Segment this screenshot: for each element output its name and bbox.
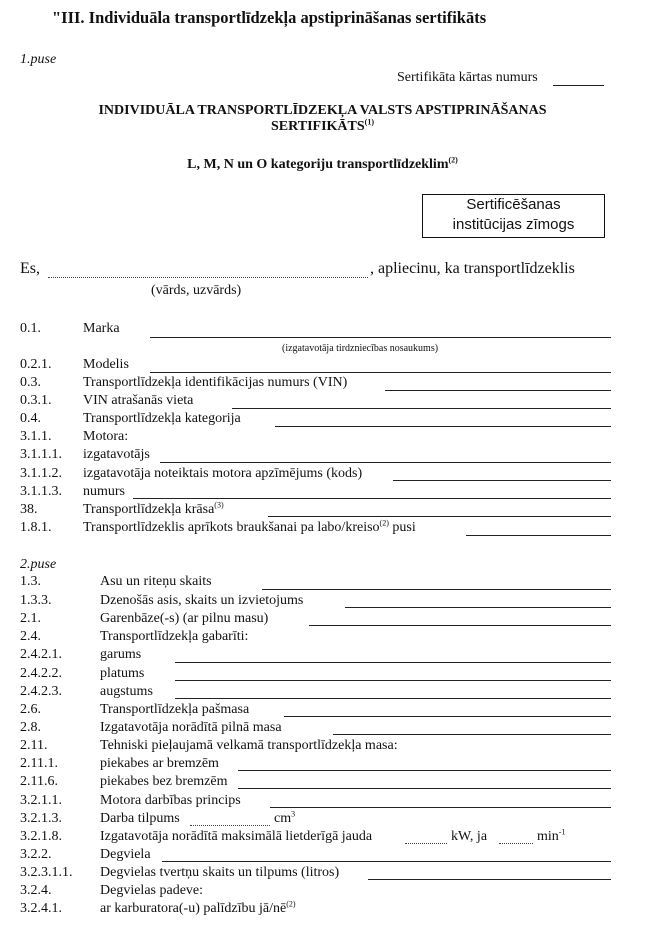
field-fuel[interactable] — [162, 861, 611, 862]
field-vin-location[interactable] — [232, 408, 611, 409]
subheading: L, M, N un O kategoriju transportlīdzeklim$^{(2)}$ — [187, 155, 458, 172]
row-label: Darba tilpums — [100, 811, 180, 826]
field-marka[interactable] — [150, 337, 611, 338]
field-max-power[interactable] — [405, 843, 447, 844]
row-num: 2.1. — [20, 611, 41, 626]
cert-number-label: Sertifikāta kārtas numurs — [397, 70, 538, 85]
row-label: Marka — [83, 321, 120, 336]
manufacturer-hint: (izgatavotāja tirdzniecības nosaukums) — [282, 343, 439, 354]
row-num: 3.2.4.1. — [20, 901, 62, 916]
row-label: izgatavotājs — [83, 447, 150, 462]
field-fuel-tanks[interactable] — [368, 879, 611, 880]
unit-kw: kW, ja — [451, 829, 488, 844]
row-num: 2.4. — [20, 629, 41, 644]
row-label: Transportlīdzekļa kategorija — [83, 411, 241, 426]
row-label: Garenbāze(-s) (ar pilnu masu) — [100, 611, 269, 626]
row-num: 3.1.1.3. — [20, 484, 62, 499]
row-label: izgatavotāja noteiktais motora apzīmējums (kods) — [83, 466, 363, 481]
row-label: VIN atrašanās vieta — [83, 393, 194, 408]
field-engine-manufacturer[interactable] — [160, 462, 611, 463]
row-label: Degviela — [100, 847, 151, 862]
row-num: 38. — [20, 502, 38, 517]
heading-line-2: SERTIFIKĀTS$^{(1)}$ — [271, 117, 374, 134]
row-num: 3.2.1.8. — [20, 829, 62, 844]
row-label: Transportlīdzekļa gabarīti: — [100, 629, 249, 644]
row-label: Transportlīdzekļa pašmasa — [100, 702, 250, 717]
field-vin[interactable] — [385, 390, 611, 391]
row-label: Transportlīdzekļa identifikācijas numurs (VIN) — [83, 375, 348, 390]
heading-line-1: INDIVIDUĀLA TRANSPORTLĪDZEKĻA VALSTS APSTIPRINĀŠANAS — [98, 103, 547, 118]
field-trailer-unbraked[interactable] — [238, 788, 611, 789]
row-num: 0.3.1. — [20, 393, 52, 408]
row-num: 2.4.2.3. — [20, 684, 62, 699]
row-num: 3.1.1.1. — [20, 447, 62, 462]
field-engine-code[interactable] — [393, 480, 611, 481]
unit-cm3: $cm^3$ — [274, 809, 296, 826]
stamp-box — [422, 194, 605, 238]
field-category[interactable] — [275, 426, 611, 427]
row-label: Motora darbības princips — [100, 793, 241, 808]
row-num: 3.2.4. — [20, 883, 52, 898]
side-2-label: 2.puse — [20, 557, 57, 572]
row-num: 0.2.1. — [20, 357, 52, 372]
field-engine-number[interactable] — [133, 498, 611, 499]
field-engine-principle[interactable] — [270, 807, 611, 808]
field-height[interactable] — [175, 698, 611, 699]
row-num: 2.11. — [20, 738, 48, 753]
row-label: Degvielas tvertņu skaits un tilpums (litros) — [100, 865, 340, 880]
unit-min: $\min^{-1}$ — [537, 827, 566, 844]
row-num: 1.3. — [20, 574, 41, 589]
row-label: garums — [100, 647, 142, 662]
row-num: 2.8. — [20, 720, 41, 735]
row-label: Izgatavotāja norādītā maksimālā lietderīgā jauda — [100, 829, 373, 844]
row-label: Tehniski pieļaujamā velkamā transportlīdzekļa masa: — [100, 738, 398, 753]
certify-text: , apliecinu, ka transportlīdzeklis — [370, 260, 575, 277]
row-label: augstums — [100, 684, 153, 699]
row-num: 0.3. — [20, 375, 41, 390]
row-num: 3.2.1.3. — [20, 811, 62, 826]
field-modelis[interactable] — [150, 372, 611, 373]
row-num: 2.4.2.1. — [20, 647, 62, 662]
row-num: 3.2.3.1.1. — [20, 865, 73, 880]
row-num: 0.4. — [20, 411, 41, 426]
field-color[interactable] — [268, 516, 611, 517]
row-label: ar karburatora(-u) palīdzību $jā/nē^{(2)}$ — [100, 899, 296, 916]
stamp-line-2: institūcijas zīmogs — [452, 216, 575, 233]
field-rpm[interactable] — [499, 843, 533, 844]
row-label: Transportlīdzekļa krāsa$^{(3)}$ — [83, 500, 224, 517]
row-num: 2.11.6. — [20, 774, 58, 789]
row-label: numurs — [83, 484, 125, 499]
field-gross-mass[interactable] — [333, 734, 611, 735]
row-num: 2.6. — [20, 702, 41, 717]
field-curb-mass[interactable] — [284, 716, 611, 717]
field-width[interactable] — [175, 680, 611, 681]
document-title: "III. Individuāla transportlīdzekļa apstiprināšanas sertifikāts — [52, 8, 487, 27]
row-num: 3.1.1.2. — [20, 466, 62, 481]
row-label: Motora: — [83, 429, 129, 444]
field-length[interactable] — [175, 662, 611, 663]
field-displacement[interactable] — [190, 825, 270, 826]
row-label: platums — [100, 666, 145, 681]
row-label: Dzenošās asis, skaits un izvietojums — [100, 593, 304, 608]
row-label: Modelis — [83, 357, 129, 372]
row-num: 3.1.1. — [20, 429, 52, 444]
row-label: piekabes bez bremzēm — [100, 774, 228, 789]
field-trailer-braked[interactable] — [238, 770, 611, 771]
row-num: 1.8.1. — [20, 520, 52, 535]
row-num: 2.11.1. — [20, 756, 58, 771]
field-driven-axles[interactable] — [345, 607, 611, 608]
row-num: 0.1. — [20, 321, 41, 336]
row-label: Asu un riteņu skaits — [100, 574, 212, 589]
row-label: piekabes ar bremzēm — [100, 756, 219, 771]
field-wheelbase[interactable] — [309, 625, 611, 626]
row-num: 2.4.2.2. — [20, 666, 62, 681]
cert-number-field[interactable] — [553, 85, 604, 86]
name-hint: (vārds, uzvārds) — [151, 283, 242, 298]
row-num: 3.2.2. — [20, 847, 52, 862]
row-num: 1.3.3. — [20, 593, 52, 608]
stamp-line-1: Sertificēšanas — [466, 196, 561, 213]
field-steering-side[interactable] — [466, 535, 611, 536]
field-axles-wheels[interactable] — [262, 589, 611, 590]
row-label: Degvielas padeve: — [100, 883, 204, 898]
row-label: Transportlīdzeklis aprīkots braukšanai pa labo/kreiso$^{(2)}$ pusi — [83, 518, 416, 535]
name-field[interactable] — [48, 277, 368, 278]
side-1-label: 1.puse — [20, 52, 57, 67]
row-num: 3.2.1.1. — [20, 793, 62, 808]
es-label: Es, — [20, 260, 40, 277]
row-label: Izgatavotāja norādītā pilnā masa — [100, 720, 282, 735]
